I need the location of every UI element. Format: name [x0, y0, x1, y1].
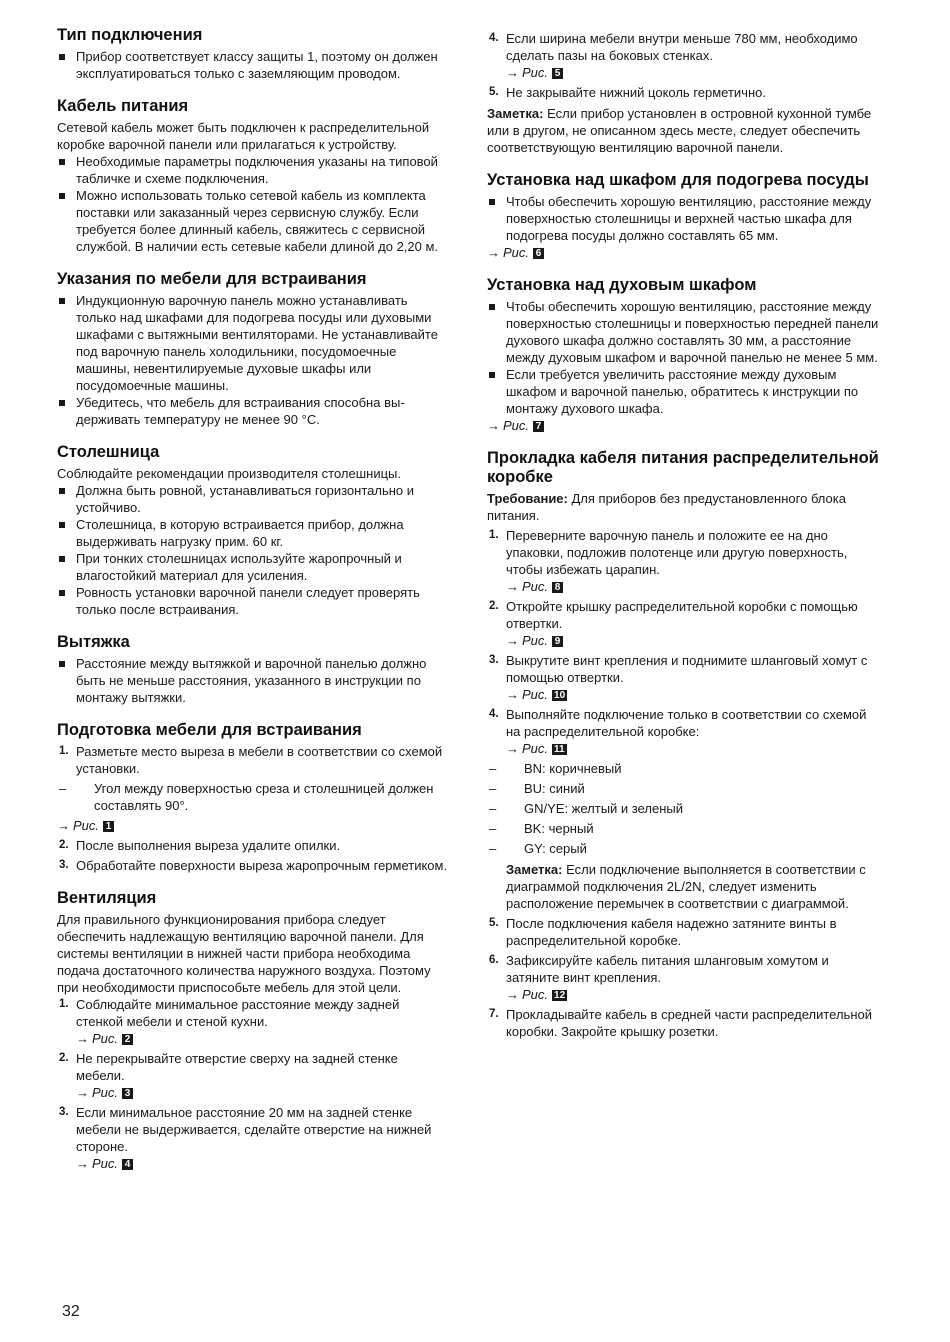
figure-reference: → Рис. 10 — [506, 687, 566, 702]
step-number: 1. — [59, 745, 69, 757]
step-text: Соблюдайте минимальное расстояние между задней стенкой мебели и стеной кухни. — [76, 997, 400, 1029]
step-number: 1. — [489, 529, 499, 541]
wire-color-item: – BU: синий — [487, 780, 883, 797]
right-column — [487, 26, 883, 1055]
step-number: 5. — [489, 86, 499, 98]
step-text: Не перекрывайте отверстие сверху на задней стенке мебели. — [76, 1051, 398, 1083]
figure-number-badge: 1 — [103, 821, 114, 832]
step-item — [57, 857, 449, 874]
note-paragraph: Заметка: Если прибор установлен в островной кухонной тумбе или в другом, не описанном здесь месте, следует обеспечить соответствующую вентиляцию варочной панели. — [487, 106, 872, 155]
step-number: 6. — [489, 954, 499, 966]
step-item — [487, 84, 883, 101]
section-cable-routing — [487, 449, 883, 1040]
figure-reference: → Рис. 7 — [487, 417, 883, 434]
step-item — [57, 1050, 449, 1101]
section-warming-drawer — [487, 171, 883, 261]
step-item — [487, 598, 883, 649]
note-paragraph: Заметка: Если подключение выполняется в соответствии с диаграммой подключения 2L/2N, следует изменить расположение перемычек в соответствии с диаграммой. — [506, 862, 866, 911]
wire-color-item: – BK: черный — [487, 820, 883, 837]
note-label: Заметка: — [487, 106, 544, 121]
heading-connection-type: Тип подключения — [57, 26, 203, 44]
figure-reference: → Рис. 6 — [487, 244, 883, 261]
step-text: Разметьте место выреза в мебели в соответствии со схемой установки. — [76, 744, 443, 776]
figure-reference: → Рис. 5 — [506, 64, 883, 81]
section-worktop — [57, 443, 449, 618]
figure-reference: → Рис. 1 — [57, 817, 449, 834]
intro-text: Для правильного функционирования прибора следует обеспечить надлежащую вентиляцию варочной панели. Для системы вентиляции в нижней части прибора необходима подача достаточного количества наружного воздуха. Поэтому при необходимости приспособьте мебель для этой цели. — [57, 912, 431, 995]
step-item — [487, 706, 883, 912]
section-ventilation-continued — [487, 30, 883, 156]
step-text: Выкрутите винт крепления и поднимите шланговый хомут с помощью отвертки. — [506, 653, 868, 685]
figure-number-badge: 10 — [554, 690, 566, 701]
step-number: 2. — [59, 839, 69, 851]
heading-hood: Вытяжка — [57, 633, 130, 651]
step-number: 4. — [489, 32, 499, 44]
step-text: Если ширина мебели внутри меньше 780 мм, необходимо сделать пазы на боковых стенках. — [506, 31, 858, 63]
wire-color-list — [487, 760, 883, 857]
section-connection-type — [57, 26, 449, 82]
step-item — [487, 915, 883, 949]
intro-text: Соблюдайте рекомендации производителя столешницы. — [57, 466, 401, 481]
step-item — [487, 952, 883, 1003]
section-power-cable — [57, 97, 449, 255]
step-text: Обработайте поверхности выреза жаропрочным герметиком. — [76, 858, 448, 873]
heading-ventilation: Вентиляция — [57, 889, 157, 907]
bullet-item: Чтобы обеспечить хорошую вентиляцию, расстояние между поверхностью столешницы и поверхностью передней панели духового шкафа должно составлять 30 мм, а расстояние между духовым шкафом и варочной панелью не менее 5 мм. — [487, 298, 883, 366]
step-number: 3. — [489, 654, 499, 666]
step-number: 3. — [59, 1106, 69, 1118]
figure-reference: → Рис. 2 — [76, 1030, 449, 1047]
step-number: 2. — [59, 1052, 69, 1064]
step-text: Откройте крышку распределительной коробки с помощью отвертки. — [506, 599, 858, 631]
step-item — [57, 996, 449, 1047]
figure-reference: → Рис. 11 — [506, 741, 565, 756]
step-item — [487, 652, 883, 703]
heading-warming-drawer: Установка над шкафом для подогрева посуды — [487, 171, 869, 189]
bullet-item: При тонких столешницах используйте жаропрочный и влагостойкий материал для усиления. — [57, 550, 449, 584]
section-furniture-notes — [57, 270, 449, 428]
bullet-item: Убедитесь, что мебель для встраивания способна выдерживать температуру не менее 90 °C. — [57, 394, 449, 428]
section-ventilation — [57, 889, 449, 1172]
left-column — [57, 26, 449, 1187]
step-item — [487, 30, 883, 81]
section-furniture-prep — [57, 721, 449, 874]
figure-number-badge: 7 — [533, 421, 544, 432]
figure-reference: → Рис. 12 — [506, 987, 566, 1002]
figure-number-badge: 11 — [554, 744, 565, 755]
bullet-item: Столешница, в которую встраивается прибор, должна выдерживать нагрузку прим. 60 кг. — [57, 516, 449, 550]
step-text: Зафиксируйте кабель питания шланговым хомутом и затяните винт крепления. — [506, 953, 829, 985]
bullet-item: Чтобы обеспечить хорошую вентиляцию, расстояние между поверхностью столешницы и верхней частью шкафа для подогрева посуды должно составлять 65 мм. — [487, 193, 883, 244]
sub-item: – Угол между поверхностью среза и столешницей должен составлять 90°. — [57, 780, 449, 814]
figure-reference: → Рис. 3 — [76, 1084, 449, 1101]
wire-color-item: – BN: коричневый — [487, 760, 883, 777]
bullet-item: Прибор соответствует классу защиты 1, поэтому он должен эксплуатироваться только с заземляющим проводом. — [57, 48, 449, 82]
figure-number-badge: 8 — [552, 582, 563, 593]
figure-number-badge: 6 — [533, 248, 544, 259]
step-item — [57, 837, 449, 854]
requirement-paragraph: Требование: Для приборов без предустановленного блока питания. — [487, 491, 846, 523]
step-item — [57, 1104, 449, 1172]
bullet-item: Индукционную варочную панель можно устанавливать только над шкафами для подогрева посуды или духовыми шкафами с вытяжными вентиляторами. Не устанавливайте под варочную панель холодильники, посудомоечные машины, невентилируемые духовые шкафы или посудомоечные машины. — [57, 292, 449, 394]
step-number: 7. — [489, 1008, 499, 1020]
figure-number-badge: 5 — [552, 68, 563, 79]
section-hood — [57, 633, 449, 706]
step-number: 1. — [59, 998, 69, 1010]
requirement-label: Требование: — [487, 491, 568, 506]
bullet-item: Можно использовать только сетевой кабель из комплекта поставки или заказанный через сервисную службу. Если требуется более длинный кабель, свяжитесь с сервисной службой. В наличии есть сетевые кабели длиной до 2,20 м. — [57, 187, 449, 255]
step-item — [487, 1006, 883, 1040]
step-text: Прокладывайте кабель в средней части распределительной коробки. Закройте крышку розетки. — [506, 1007, 872, 1039]
step-text: Не закрывайте нижний цоколь герметично. — [506, 85, 766, 100]
step-text: Выполняйте подключение только в соответствии со схемой на распределительной коробке: — [506, 707, 867, 739]
heading-furniture-notes: Указания по мебели для встраивания — [57, 270, 367, 288]
bullet-item: Если требуется увеличить расстояние между духовым шкафом и варочной панелью, обратитесь к инструкции по монтажу духового шкафа. — [487, 366, 883, 417]
figure-number-badge: 4 — [122, 1159, 133, 1170]
step-number: 3. — [59, 859, 69, 871]
step-item — [57, 743, 449, 834]
step-number: 4. — [489, 708, 499, 720]
step-text: Переверните варочную панель и положите ее на дно упаковки, подложив полотенце или другую поверхность, чтобы избежать царапин. — [506, 528, 848, 577]
figure-number-badge: 12 — [554, 990, 566, 1001]
note-label: Заметка: — [506, 862, 563, 877]
heading-power-cable: Кабель питания — [57, 97, 189, 115]
figure-reference: → Рис. 8 — [506, 578, 883, 595]
step-number: 5. — [489, 917, 499, 929]
heading-oven: Установка над духовым шкафом — [487, 276, 757, 294]
bullet-item: Необходимые параметры подключения указаны на типовой табличке и схеме подключения. — [57, 153, 449, 187]
wire-color-item: – GY: серый — [487, 840, 883, 857]
bullet-item: Должна быть ровной, устанавливаться горизонтально и устойчиво. — [57, 482, 449, 516]
figure-number-badge: 9 — [552, 636, 563, 647]
figure-number-badge: 2 — [122, 1034, 133, 1045]
step-item — [487, 527, 883, 595]
figure-number-badge: 3 — [122, 1088, 133, 1099]
bullet-item: Ровность установки варочной панели следует проверять только после встраивания. — [57, 584, 449, 618]
step-text: После подключения кабеля надежно затяните винты в распределительной коробке. — [506, 916, 837, 948]
intro-text: Сетевой кабель может быть подключен к распределительной коробке варочной панели или прилагаться к устройству. — [57, 120, 430, 152]
heading-cable-routing: Прокладка кабеля питания распределительной коробке — [487, 449, 879, 486]
section-oven — [487, 276, 883, 434]
step-text: Если минимальное расстояние 20 мм на задней стенке мебели не выдерживается, сделайте отверстие на нижней стороне. — [76, 1105, 432, 1154]
figure-reference: → Рис. 4 — [76, 1155, 449, 1172]
step-number: 2. — [489, 600, 499, 612]
heading-worktop: Столешница — [57, 443, 160, 461]
step-text: После выполнения выреза удалите опилки. — [76, 838, 341, 853]
page-number: 32 — [62, 1303, 80, 1320]
wire-color-item: – GN/YE: желтый и зеленый — [487, 800, 883, 817]
bullet-item: Расстояние между вытяжкой и варочной панелью должно быть не меньше расстояния, указанного в инструкции по монтажу вытяжки. — [57, 655, 449, 706]
figure-reference: → Рис. 9 — [506, 632, 883, 649]
heading-furniture-prep: Подготовка мебели для встраивания — [57, 721, 362, 739]
